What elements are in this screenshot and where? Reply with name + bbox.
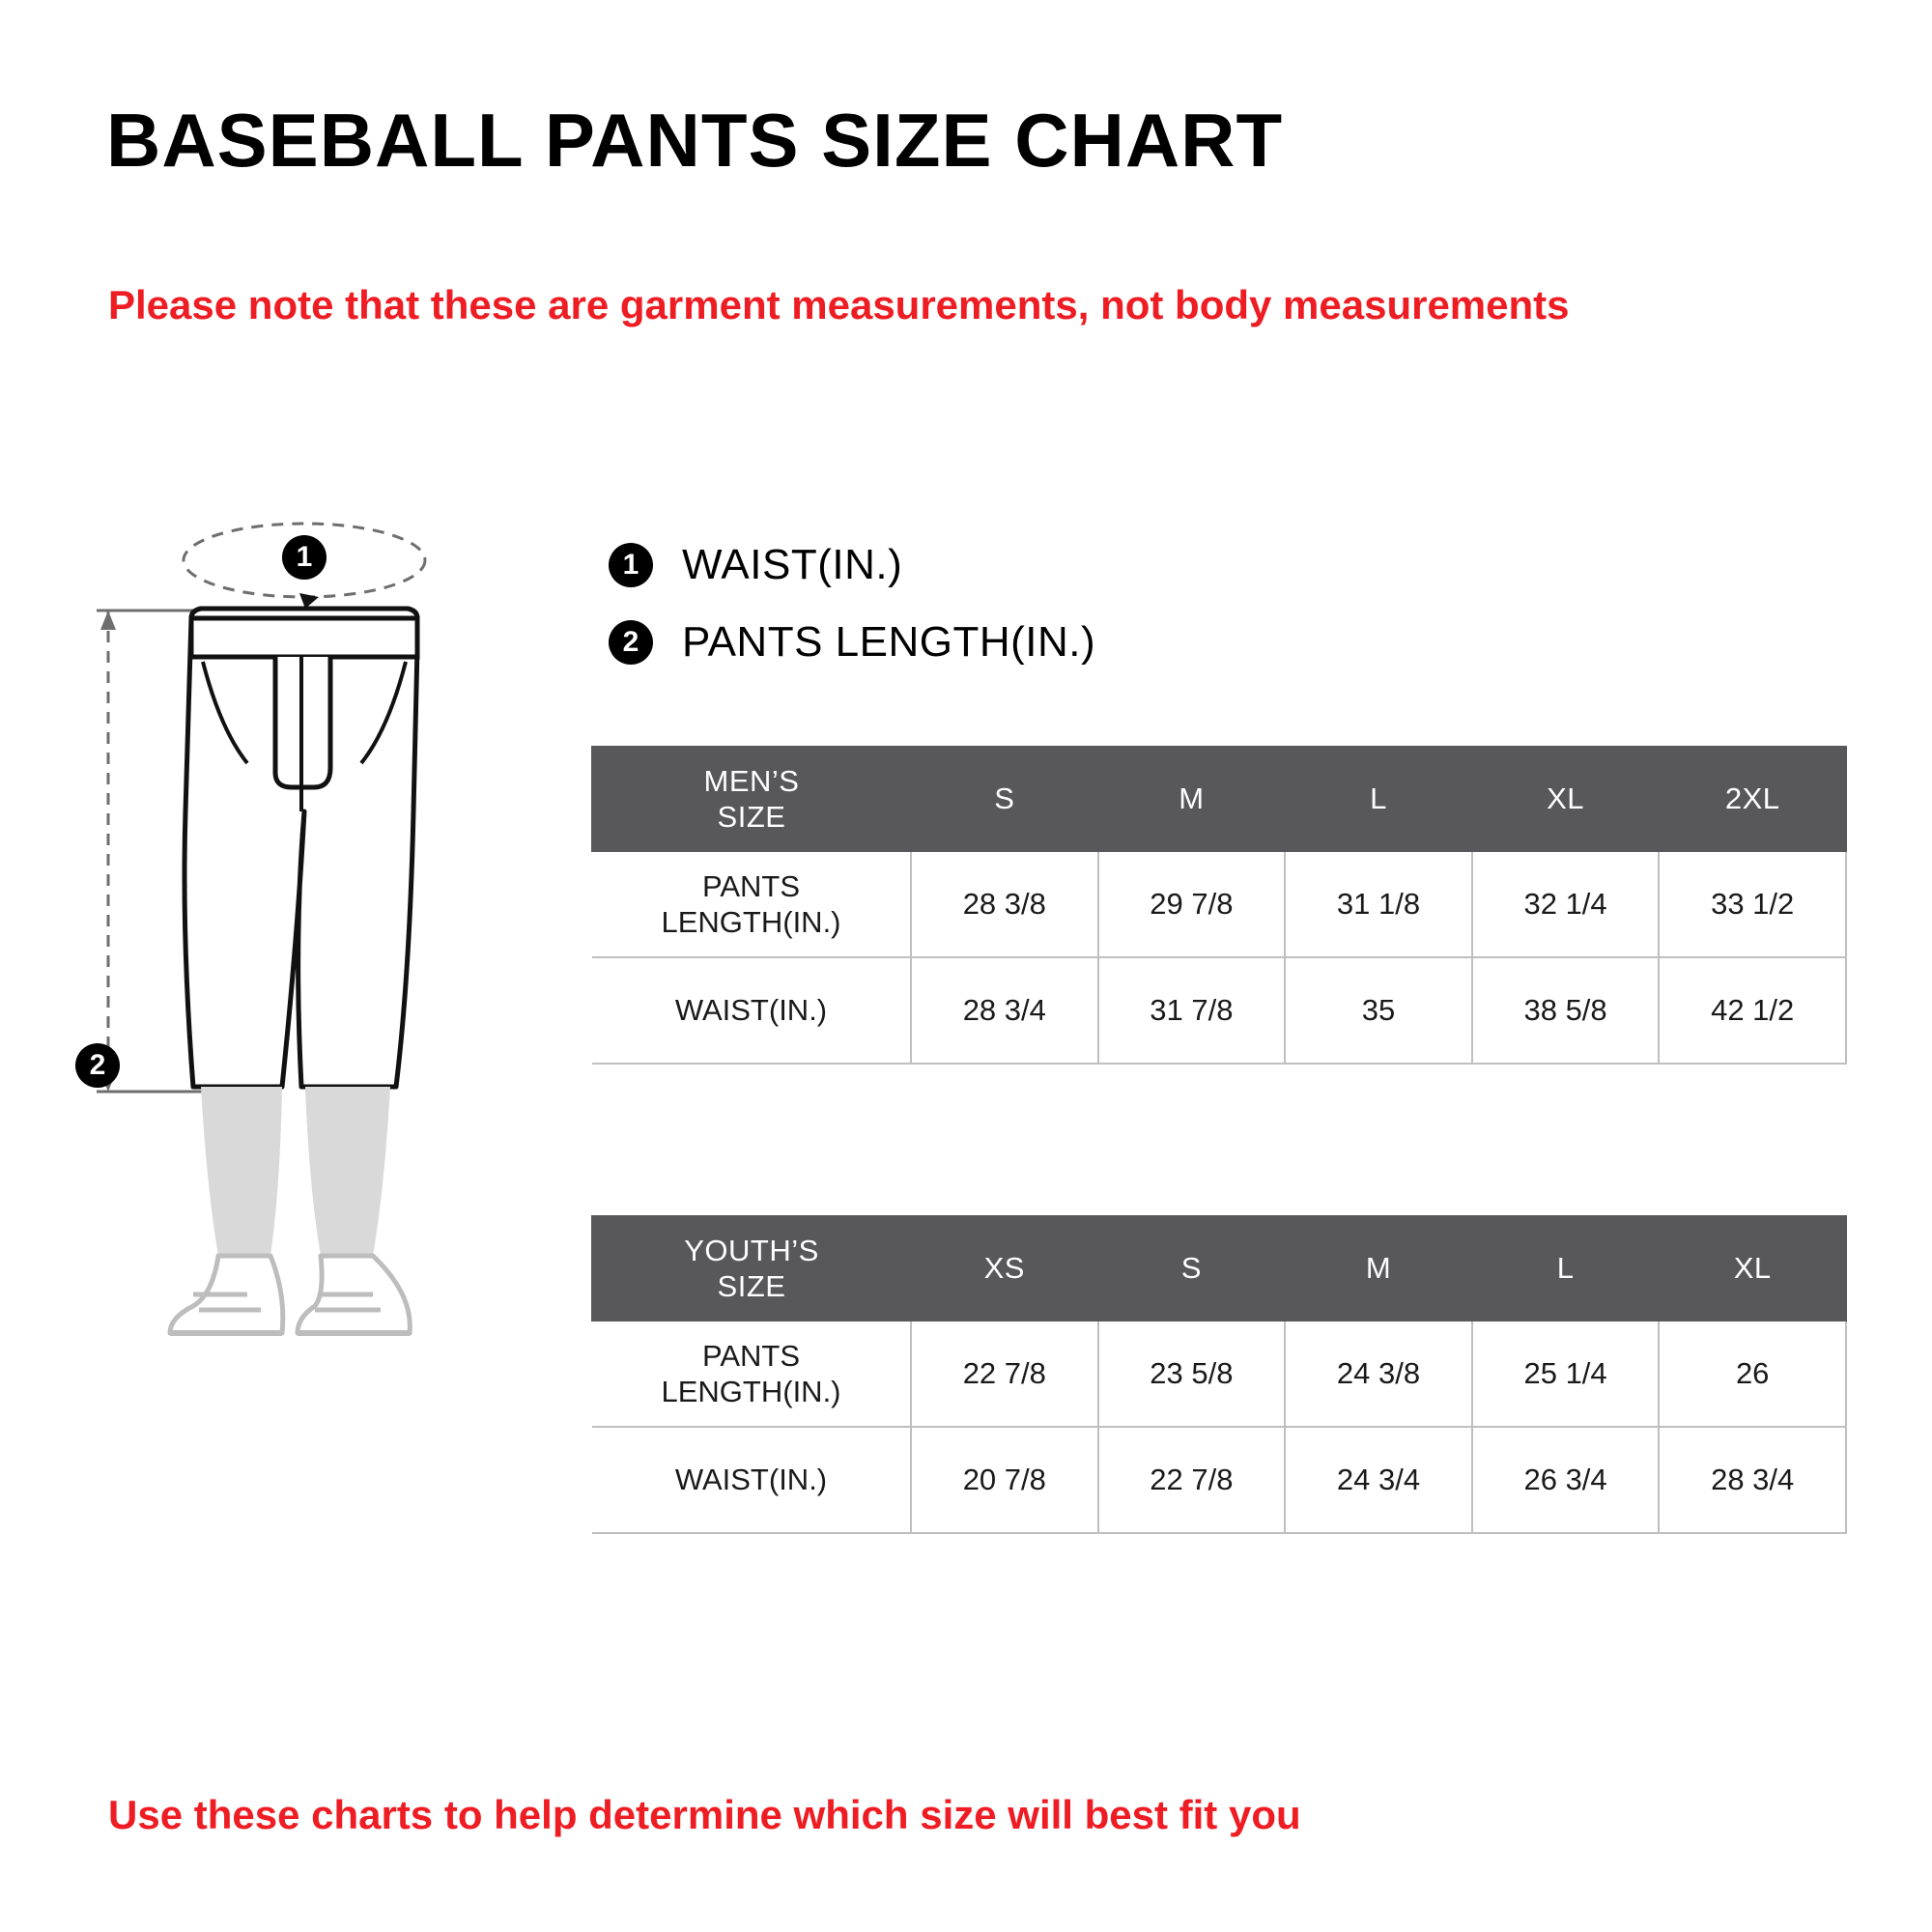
measurement-legend	[609, 541, 1095, 696]
youths-waist-l: 26 3/4	[1472, 1427, 1660, 1533]
youths-waist-xs: 20 7/8	[911, 1427, 1098, 1533]
youths-pants-length-m: 24 3/8	[1285, 1321, 1472, 1427]
legend-label-waist: WAIST(IN.)	[682, 541, 903, 588]
mens-size-table	[591, 746, 1847, 1065]
youths-waist-m: 24 3/4	[1285, 1427, 1472, 1533]
pants-illustration	[77, 522, 580, 1372]
table-row	[592, 1321, 1846, 1427]
row-label-line-1: PANTS	[701, 868, 801, 903]
youths-waist-xl: 28 3/4	[1659, 1427, 1846, 1533]
mens-pants-length-s: 28 3/8	[911, 851, 1098, 957]
row-label-line-1: PANTS	[701, 1338, 801, 1373]
help-note: Use these charts to help determine which size will best fit you	[108, 1792, 1301, 1837]
mens-waist-s: 28 3/4	[911, 957, 1098, 1064]
youths-waist-s: 22 7/8	[1098, 1427, 1286, 1533]
mens-col-m: M	[1098, 747, 1286, 851]
mens-waist-l: 35	[1285, 957, 1472, 1064]
table-row	[592, 851, 1846, 957]
youths-row-label-waist	[592, 1427, 911, 1533]
row-label-line-2: LENGTH(IN.)	[661, 1375, 841, 1408]
mens-col-l: L	[1285, 747, 1472, 851]
marker-two-badge: 2	[75, 1043, 120, 1088]
table-row	[592, 957, 1846, 1064]
mens-waist-xl: 38 5/8	[1472, 957, 1660, 1064]
corner-line-2: SIZE	[717, 1269, 786, 1303]
youths-col-xl: XL	[1659, 1216, 1846, 1321]
youths-pants-length-s: 23 5/8	[1098, 1321, 1286, 1427]
mens-pants-length-xl: 32 1/4	[1472, 851, 1660, 957]
table-header-row	[592, 747, 1846, 851]
youths-col-xs: XS	[911, 1216, 1098, 1321]
row-label-line-1: WAIST(IN.)	[674, 993, 828, 1028]
youths-size-table	[591, 1215, 1847, 1534]
legend-badge-two: 2	[609, 620, 653, 665]
legend-item-waist	[609, 541, 1095, 589]
mens-size-corner-header	[592, 747, 911, 851]
legend-item-pants-length	[609, 618, 1095, 667]
garment-measurement-note: Please note that these are garment measurements, not body measurements	[108, 282, 1570, 327]
corner-line-1: YOUTH’S	[684, 1233, 819, 1267]
mens-pants-length-m: 29 7/8	[1098, 851, 1286, 957]
mens-row-label-pants-length	[592, 851, 911, 957]
mens-col-s: S	[911, 747, 1098, 851]
youths-col-m: M	[1285, 1216, 1472, 1321]
marker-one-badge: 1	[282, 535, 327, 580]
table-header-row	[592, 1216, 1846, 1321]
table-row	[592, 1427, 1846, 1533]
youths-size-corner-header	[592, 1216, 911, 1321]
mens-waist-m: 31 7/8	[1098, 957, 1286, 1064]
youths-pants-length-xl: 26	[1659, 1321, 1846, 1427]
corner-line-1: MEN’S	[703, 763, 800, 798]
legend-badge-one: 1	[609, 543, 653, 587]
youths-pants-length-l: 25 1/4	[1472, 1321, 1660, 1427]
mens-row-label-waist	[592, 957, 911, 1064]
mens-col-xl: XL	[1472, 747, 1660, 851]
youths-col-s: S	[1098, 1216, 1286, 1321]
legend-label-pants-length: PANTS LENGTH(IN.)	[682, 618, 1096, 666]
corner-line-2: SIZE	[717, 800, 786, 834]
youths-pants-length-xs: 22 7/8	[911, 1321, 1098, 1427]
mens-waist-2xl: 42 1/2	[1659, 957, 1846, 1064]
page-title: BASEBALL PANTS SIZE CHART	[106, 98, 1284, 183]
row-label-line-1: WAIST(IN.)	[674, 1463, 828, 1497]
mens-pants-length-2xl: 33 1/2	[1659, 851, 1846, 957]
mens-col-2xl: 2XL	[1659, 747, 1846, 851]
mens-pants-length-l: 31 1/8	[1285, 851, 1472, 957]
youths-row-label-pants-length	[592, 1321, 911, 1427]
youths-col-l: L	[1472, 1216, 1660, 1321]
row-label-line-2: LENGTH(IN.)	[661, 905, 841, 939]
